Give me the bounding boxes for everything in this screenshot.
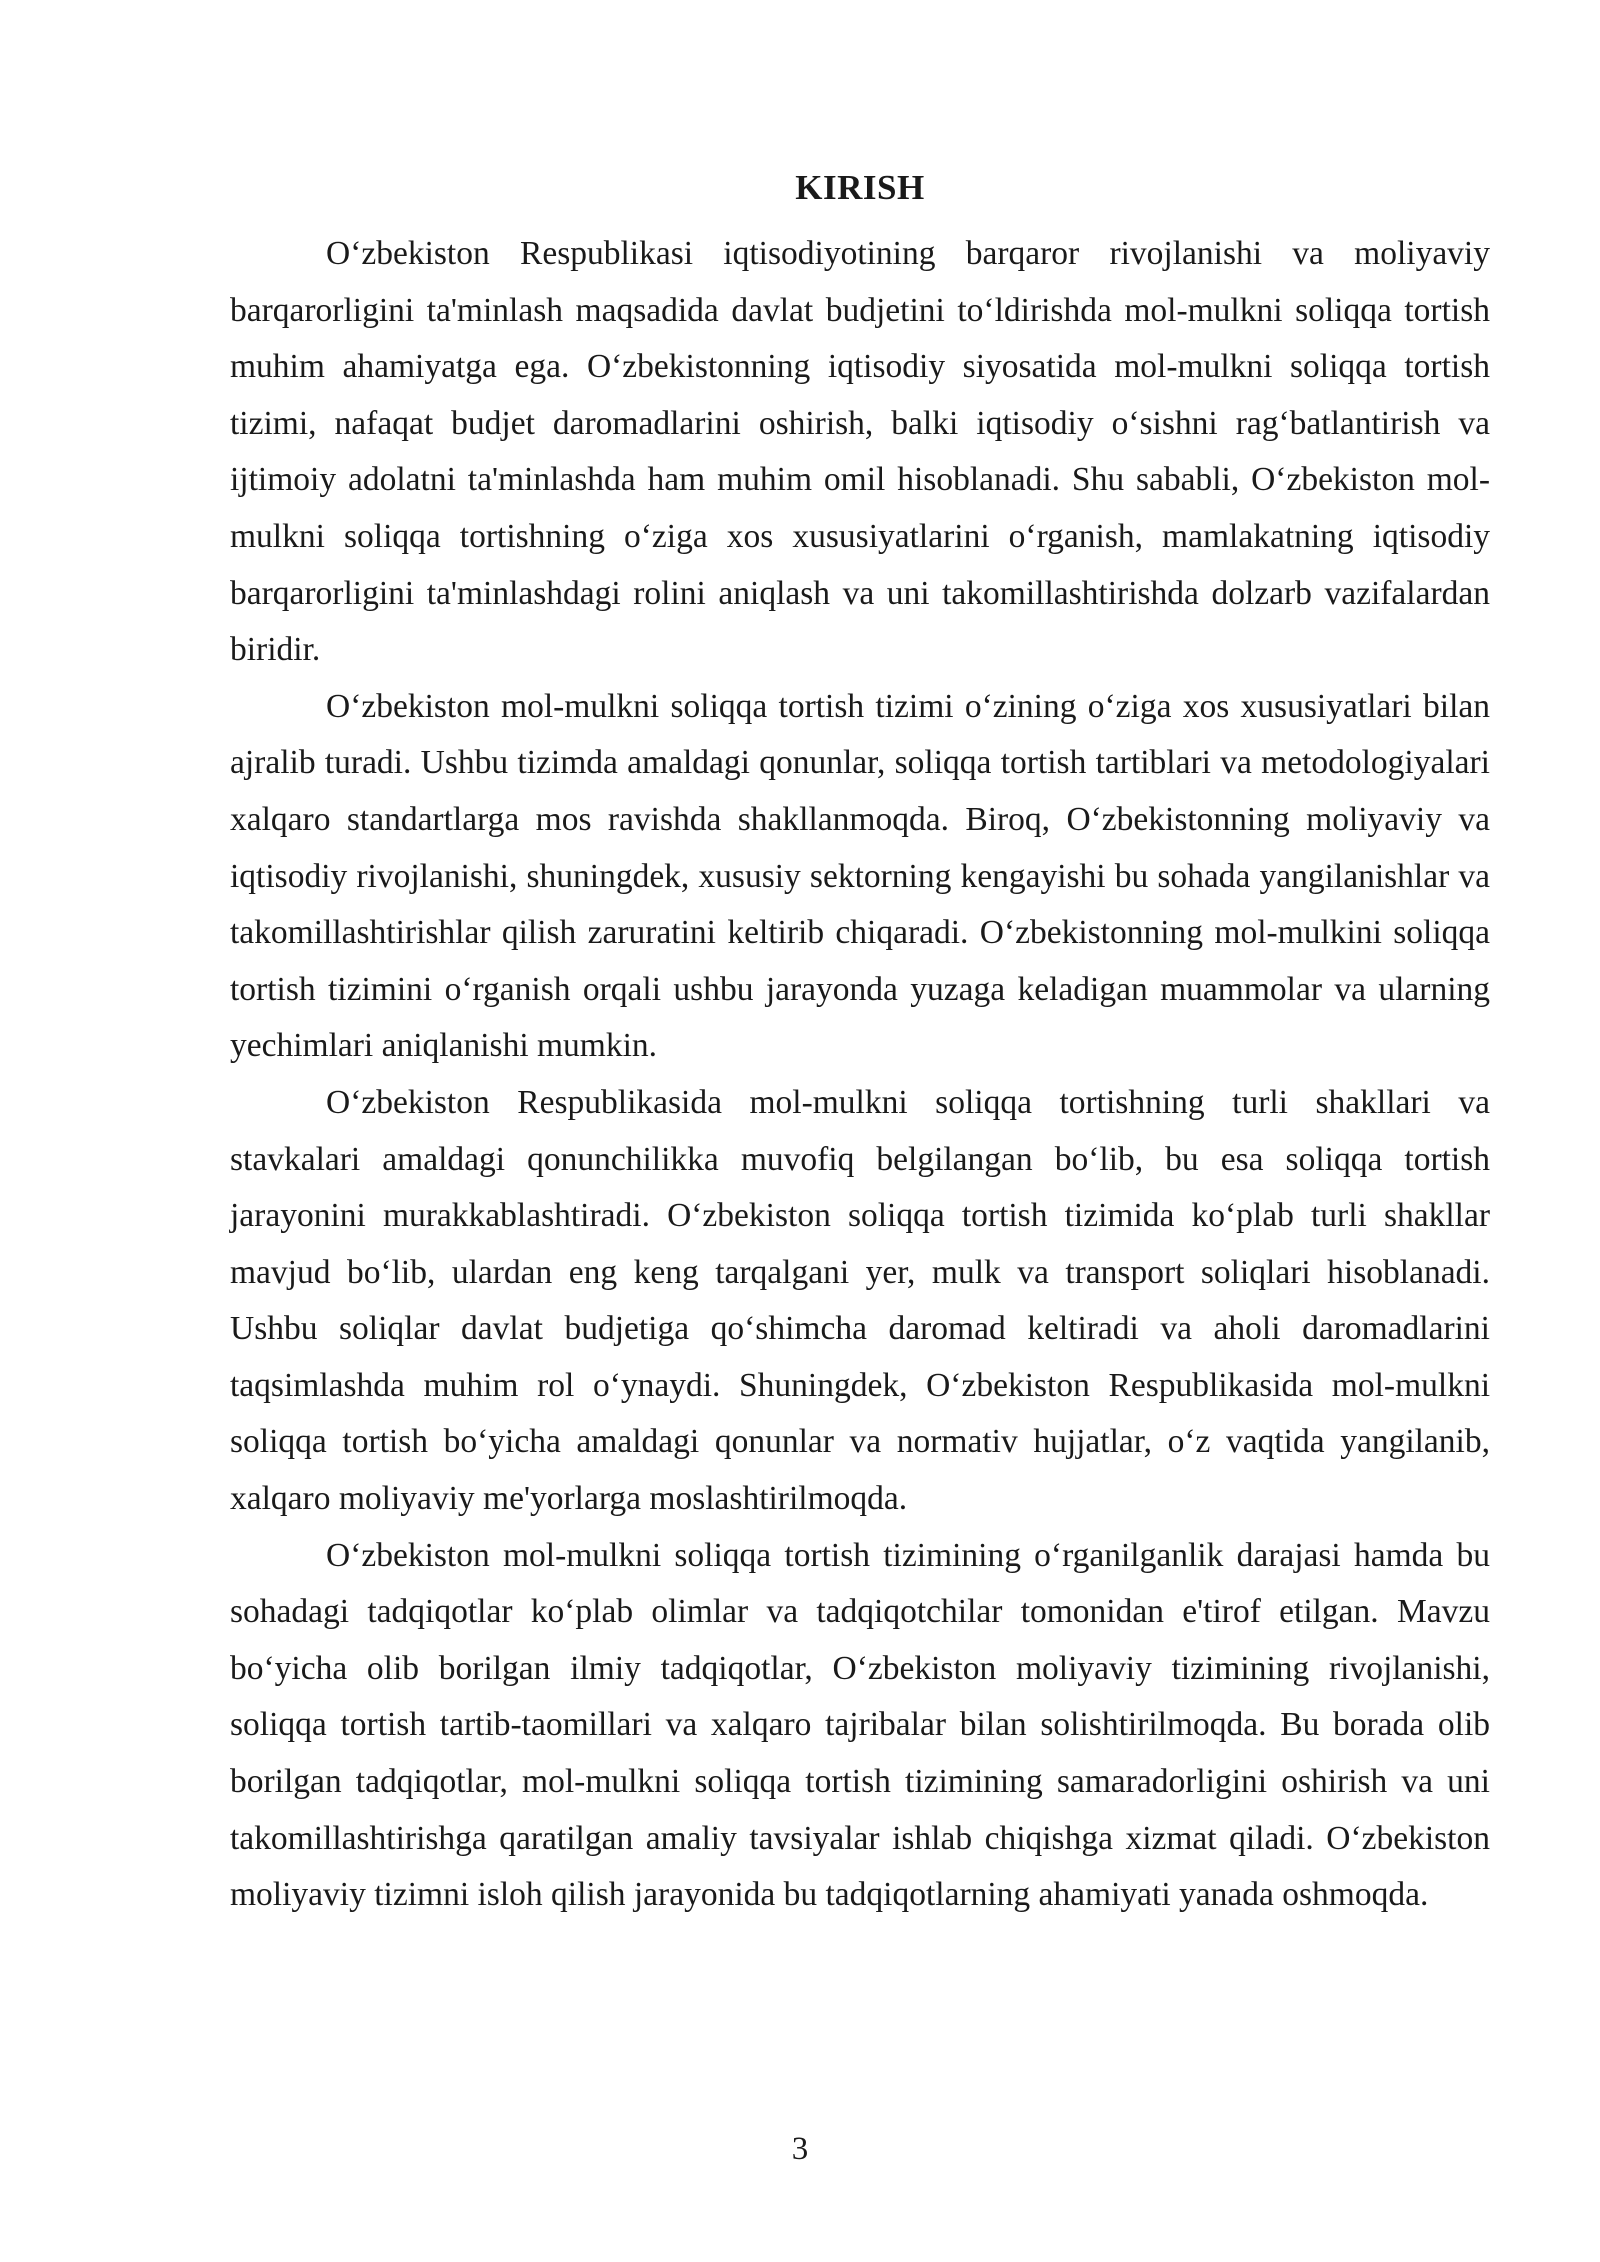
page-number: 3 (791, 2131, 809, 2167)
paragraph-1: O‘zbekiston Respublikasi iqtisodiyotining barqaror rivojlanishi va moliyaviy barqarorligini ta'minlash maqsadida davlat budjetini to‘ldirishda mol-mulkni soliqqa tortish muhim ahamiyatga ega. O‘zbekistonning iqtisodiy siyosatida mol-mulkni soliqqa tortish tizimi, nafaqat budjet daromadlarini oshirish, balki iqtisodiy o‘sishni rag‘batlantirish va ijtimoiy adolatni ta'minlashda ham muhim omil hisoblanadi. Shu sababli, O‘zbekiston mol-mulkni soliqqa tortishning o‘ziga xos xususiyatlarini o‘rganish, mamlakatning iqtisodiy barqarorligini ta'minlashdagi rolini aniqlash va uni takomillashtirishda dolzarb vazifalardan biridir. (230, 235, 1490, 669)
section-title: KIRISH (795, 168, 925, 207)
paragraph-4: O‘zbekiston mol-mulkni soliqqa tortish tizimining o‘rganilganlik darajasi hamda bu sohadagi tadqiqotlar ko‘plab olimlar va tadqiqotchilar tomonidan e'tirof etilgan. Mavzu bo‘yicha olib borilgan ilmiy tadqiqotlar, O‘zbekiston moliyaviy tizimining rivojlanishi, soliqqa tortish tartib-taomillari va xalqaro tajribalar bilan solishtirilmoqda. Bu borada olib borilgan tadqiqotlar, mol-mulkni soliqqa tortish tizimining samaradorligini oshirish va uni takomillashtirishga qaratilgan amaliy tavsiyalar ishlab chiqishga xizmat qiladi. O‘zbekiston moliyaviy tizimni isloh qilish jarayonida bu tadqiqotlarning ahamiyati yanada oshmoqda. (230, 1536, 1490, 1914)
paragraph-3: O‘zbekiston Respublikasida mol-mulkni soliqqa tortishning turli shakllari va stavkalari amaldagi qonunchilikka muvofiq belgilangan bo‘lib, bu esa soliqqa tortish jarayonini murakkablashtiradi. O‘zbekiston soliqqa tortish tizimida ko‘plab turli shakllar mavjud bo‘lib, ulardan eng keng tarqalgani yer, mulk va transport soliqlari hisoblanadi. Ushbu soliqlar davlat budjetiga qo‘shimcha daromad keltiradi va aholi daromadlarini taqsimlashda muhim rol o‘ynaydi. Shuningdek, O‘zbekiston Respublikasida mol-mulkni soliqqa tortish bo‘yicha amaldagi qonunlar va normativ hujjatlar, o‘z vaqtida yangilanib, xalqaro moliyaviy me'yorlarga moslashtirilmoqda. (230, 1083, 1490, 1518)
paragraph-2: O‘zbekiston mol-mulkni soliqqa tortish tizimi o‘zining o‘ziga xos xususiyatlari bilan ajralib turadi. Ushbu tizimda amaldagi qonunlar, soliqqa tortish tartiblari va metodologiyalari xalqaro standartlarga mos ravishda shakllanmoqda. Biroq, O‘zbekistonning moliyaviy va iqtisodiy rivojlanishi, shuningdek, xususiy sektorning kengayishi bu sohada yangilanishlar va takomillashtirishlar qilish zaruratini keltirib chiqaradi. O‘zbekistonning mol-mulkini soliqqa tortish tizimini o‘rganish orqali ushbu jarayonda yuzaga keladigan muammolar va ularning yechimlari aniqlanishi mumkin. (230, 687, 1490, 1065)
document-page (230, 160, 1490, 1924)
